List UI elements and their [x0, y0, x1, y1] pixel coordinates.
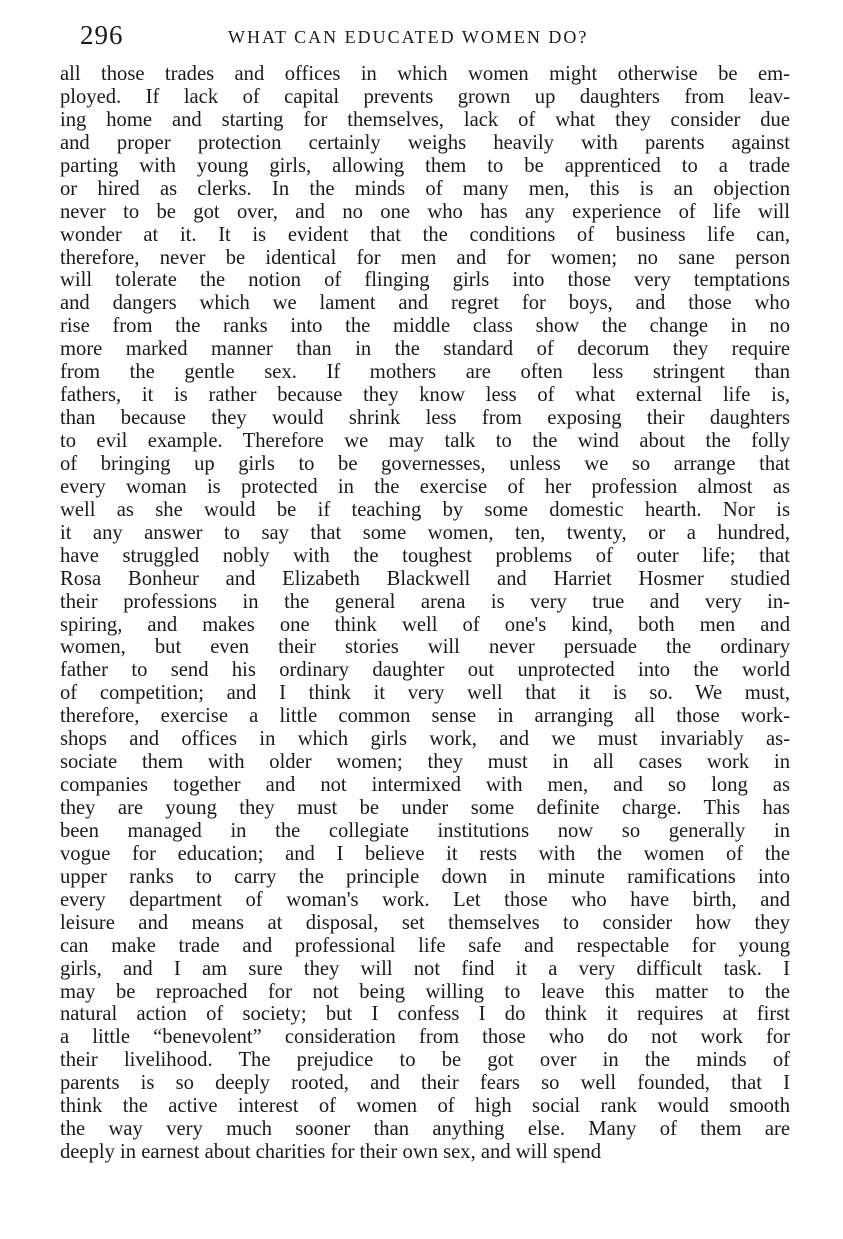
text-line: can make trade and professional life safe and respectable for young — [60, 934, 790, 957]
text-line: rise from the ranks into the middle class show the change in no — [60, 315, 790, 338]
text-line: may be reproached for not being willing to leave this matter to the — [60, 980, 790, 1003]
text-line: parents is so deeply rooted, and their fears so well founded, that I — [60, 1072, 790, 1095]
text-line: or hired as clerks. In the minds of many men, this is an objection — [60, 177, 790, 200]
text-line: sociate them with older women; they must in all cases work in — [60, 751, 790, 774]
text-line: think the active interest of women of high social rank would smooth — [60, 1095, 790, 1118]
page-number: 296 — [80, 20, 124, 50]
text-line: vogue for education; and I believe it rests with the women of the — [60, 842, 790, 865]
text-line: ing home and starting for themselves, lack of what they consider due — [60, 108, 790, 131]
text-line: than because they would shrink less from exposing their daughters — [60, 407, 790, 430]
text-line: therefore, never be identical for men and for women; no sane person — [60, 246, 790, 269]
text-line: never to be got over, and no one who has any experience of life will — [60, 200, 790, 223]
text-line: well as she would be if teaching by some domestic hearth. Nor is — [60, 498, 790, 521]
text-line: all those trades and offices in which women might otherwise be em- — [60, 63, 790, 85]
text-line: women, but even their stories will never persuade the ordinary — [60, 636, 790, 659]
text-line: natural action of society; but I confess I do think it requires at first — [60, 1003, 790, 1026]
text-line: been managed in the collegiate institutions now so generally in — [60, 819, 790, 842]
text-line: leisure and means at disposal, set themselves to consider how they — [60, 911, 790, 934]
text-line: wonder at it. It is evident that the conditions of business life can, — [60, 223, 790, 246]
text-line: it any answer to say that some women, ten, twenty, or a hundred, — [60, 521, 790, 544]
text-line: from the gentle sex. If mothers are often less stringent than — [60, 361, 790, 384]
text-line: their professions in the general arena is very true and very in- — [60, 590, 790, 613]
text-line: father to send his ordinary daughter out unprotected into the world — [60, 659, 790, 682]
text-line: of bringing up girls to be governesses, unless we so arrange that — [60, 452, 790, 475]
text-line: they are young they must be under some definite charge. This has — [60, 797, 790, 819]
text-line: a little “benevolent” consideration from those who do not work for — [60, 1026, 790, 1049]
page-header — [80, 18, 780, 52]
text-line: and proper protection certainly weighs heavily with parents against — [60, 131, 790, 154]
text-line: and dangers which we lament and regret for boys, and those who — [60, 292, 790, 315]
text-line: shops and offices in which girls work, and we must invariably as- — [60, 728, 790, 751]
text-line: every department of woman's work. Let those who have birth, and — [60, 888, 790, 911]
text-line: fathers, it is rather because they know less of what external life is, — [60, 384, 790, 407]
text-line: spiring, and makes one think well of one's kind, both men and — [60, 613, 790, 636]
text-line: the way very much sooner than anything else. Many of them are — [60, 1118, 790, 1141]
text-line: have struggled nobly with the toughest problems of outer life; that — [60, 544, 790, 567]
body-text — [60, 63, 790, 1164]
text-line: companies together and not intermixed with men, and so long as — [60, 774, 790, 797]
text-line: Rosa Bonheur and Elizabeth Blackwell and Harriet Hosmer studied — [60, 567, 790, 590]
text-line: girls, and I am sure they will not find it a very difficult task. I — [60, 957, 790, 980]
text-line: of competition; and I think it very well that it is so. We must, — [60, 682, 790, 705]
text-line: more marked manner than in the standard of decorum they require — [60, 338, 790, 361]
text-line: upper ranks to carry the principle down in minute ramifications into — [60, 865, 790, 888]
text-line: their livelihood. The prejudice to be got over in the minds of — [60, 1049, 790, 1072]
text-line: will tolerate the notion of flinging girls into those very temptations — [60, 269, 790, 292]
text-line: therefore, exercise a little common sense in arranging all those work- — [60, 705, 790, 728]
text-line: deeply in earnest about charities for their own sex, and will spend — [60, 1141, 601, 1164]
running-title: WHAT CAN EDUCATED WOMEN DO? — [228, 27, 589, 47]
text-line: every woman is protected in the exercise of her profession almost as — [60, 475, 790, 498]
text-line: to evil example. Therefore we may talk to the wind about the folly — [60, 430, 790, 452]
text-line: ployed. If lack of capital prevents grown up daughters from leav- — [60, 85, 790, 108]
text-line: parting with young girls, allowing them to be apprenticed to a trade — [60, 154, 790, 177]
